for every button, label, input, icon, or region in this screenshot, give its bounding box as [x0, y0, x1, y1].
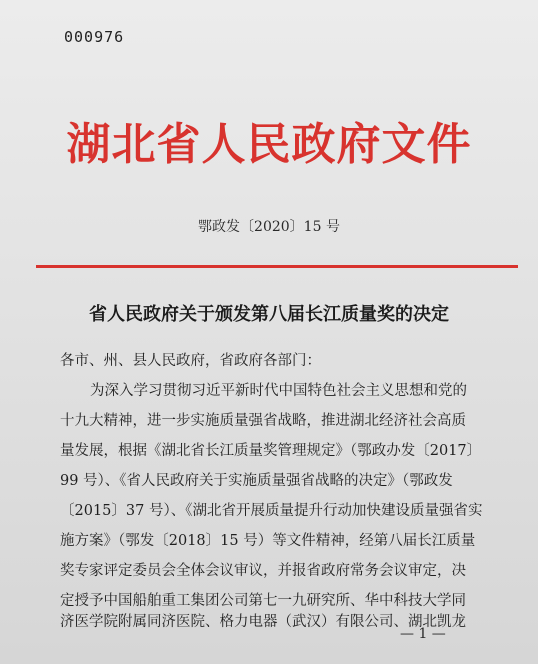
body-line: 十九大精神，进一步实施质量强省战略，推进湖北经济社会高质 [60, 413, 466, 429]
body-line: 济医学院附属同济医院、格力电器（武汉）有限公司、湖北凯龙 [60, 614, 466, 630]
red-divider-line [36, 265, 518, 268]
issuing-authority-header: 湖北省人民政府文件 [66, 119, 472, 170]
body-line: 奖专家评定委员会全体会议审议，并报省政府常务会议审定，决 [60, 563, 466, 579]
page-number: — 1 — [400, 626, 446, 642]
body-line: 量发展，根据《湖北省长江质量奖管理规定》（鄂政办发〔2017〕 [60, 443, 482, 459]
document-serial-number: 000976 [64, 28, 125, 46]
body-line: 定授予中国船舶重工集团公司第七一九研究所、华中科技大学同 [60, 593, 466, 609]
body-line: 〔2015〕37 号）、《湖北省开展质量提升行动加快建设质量强省实 [60, 503, 483, 519]
salutation: 各市、州、县人民政府，省政府各部门： [60, 353, 321, 369]
body-line: 99 号）、《省人民政府关于实施质量强省战略的决定》（鄂政发 [60, 473, 453, 489]
issue-number: 鄂政发〔2020〕15 号 [198, 219, 340, 235]
body-line: 为深入学习贯彻习近平新时代中国特色社会主义思想和党的 [90, 383, 467, 399]
document-title: 省人民政府关于颁发第八届长江质量奖的决定 [89, 304, 449, 325]
body-line: 施方案》（鄂发〔2018〕15 号）等文件精神，经第八届长江质量 [60, 533, 476, 549]
